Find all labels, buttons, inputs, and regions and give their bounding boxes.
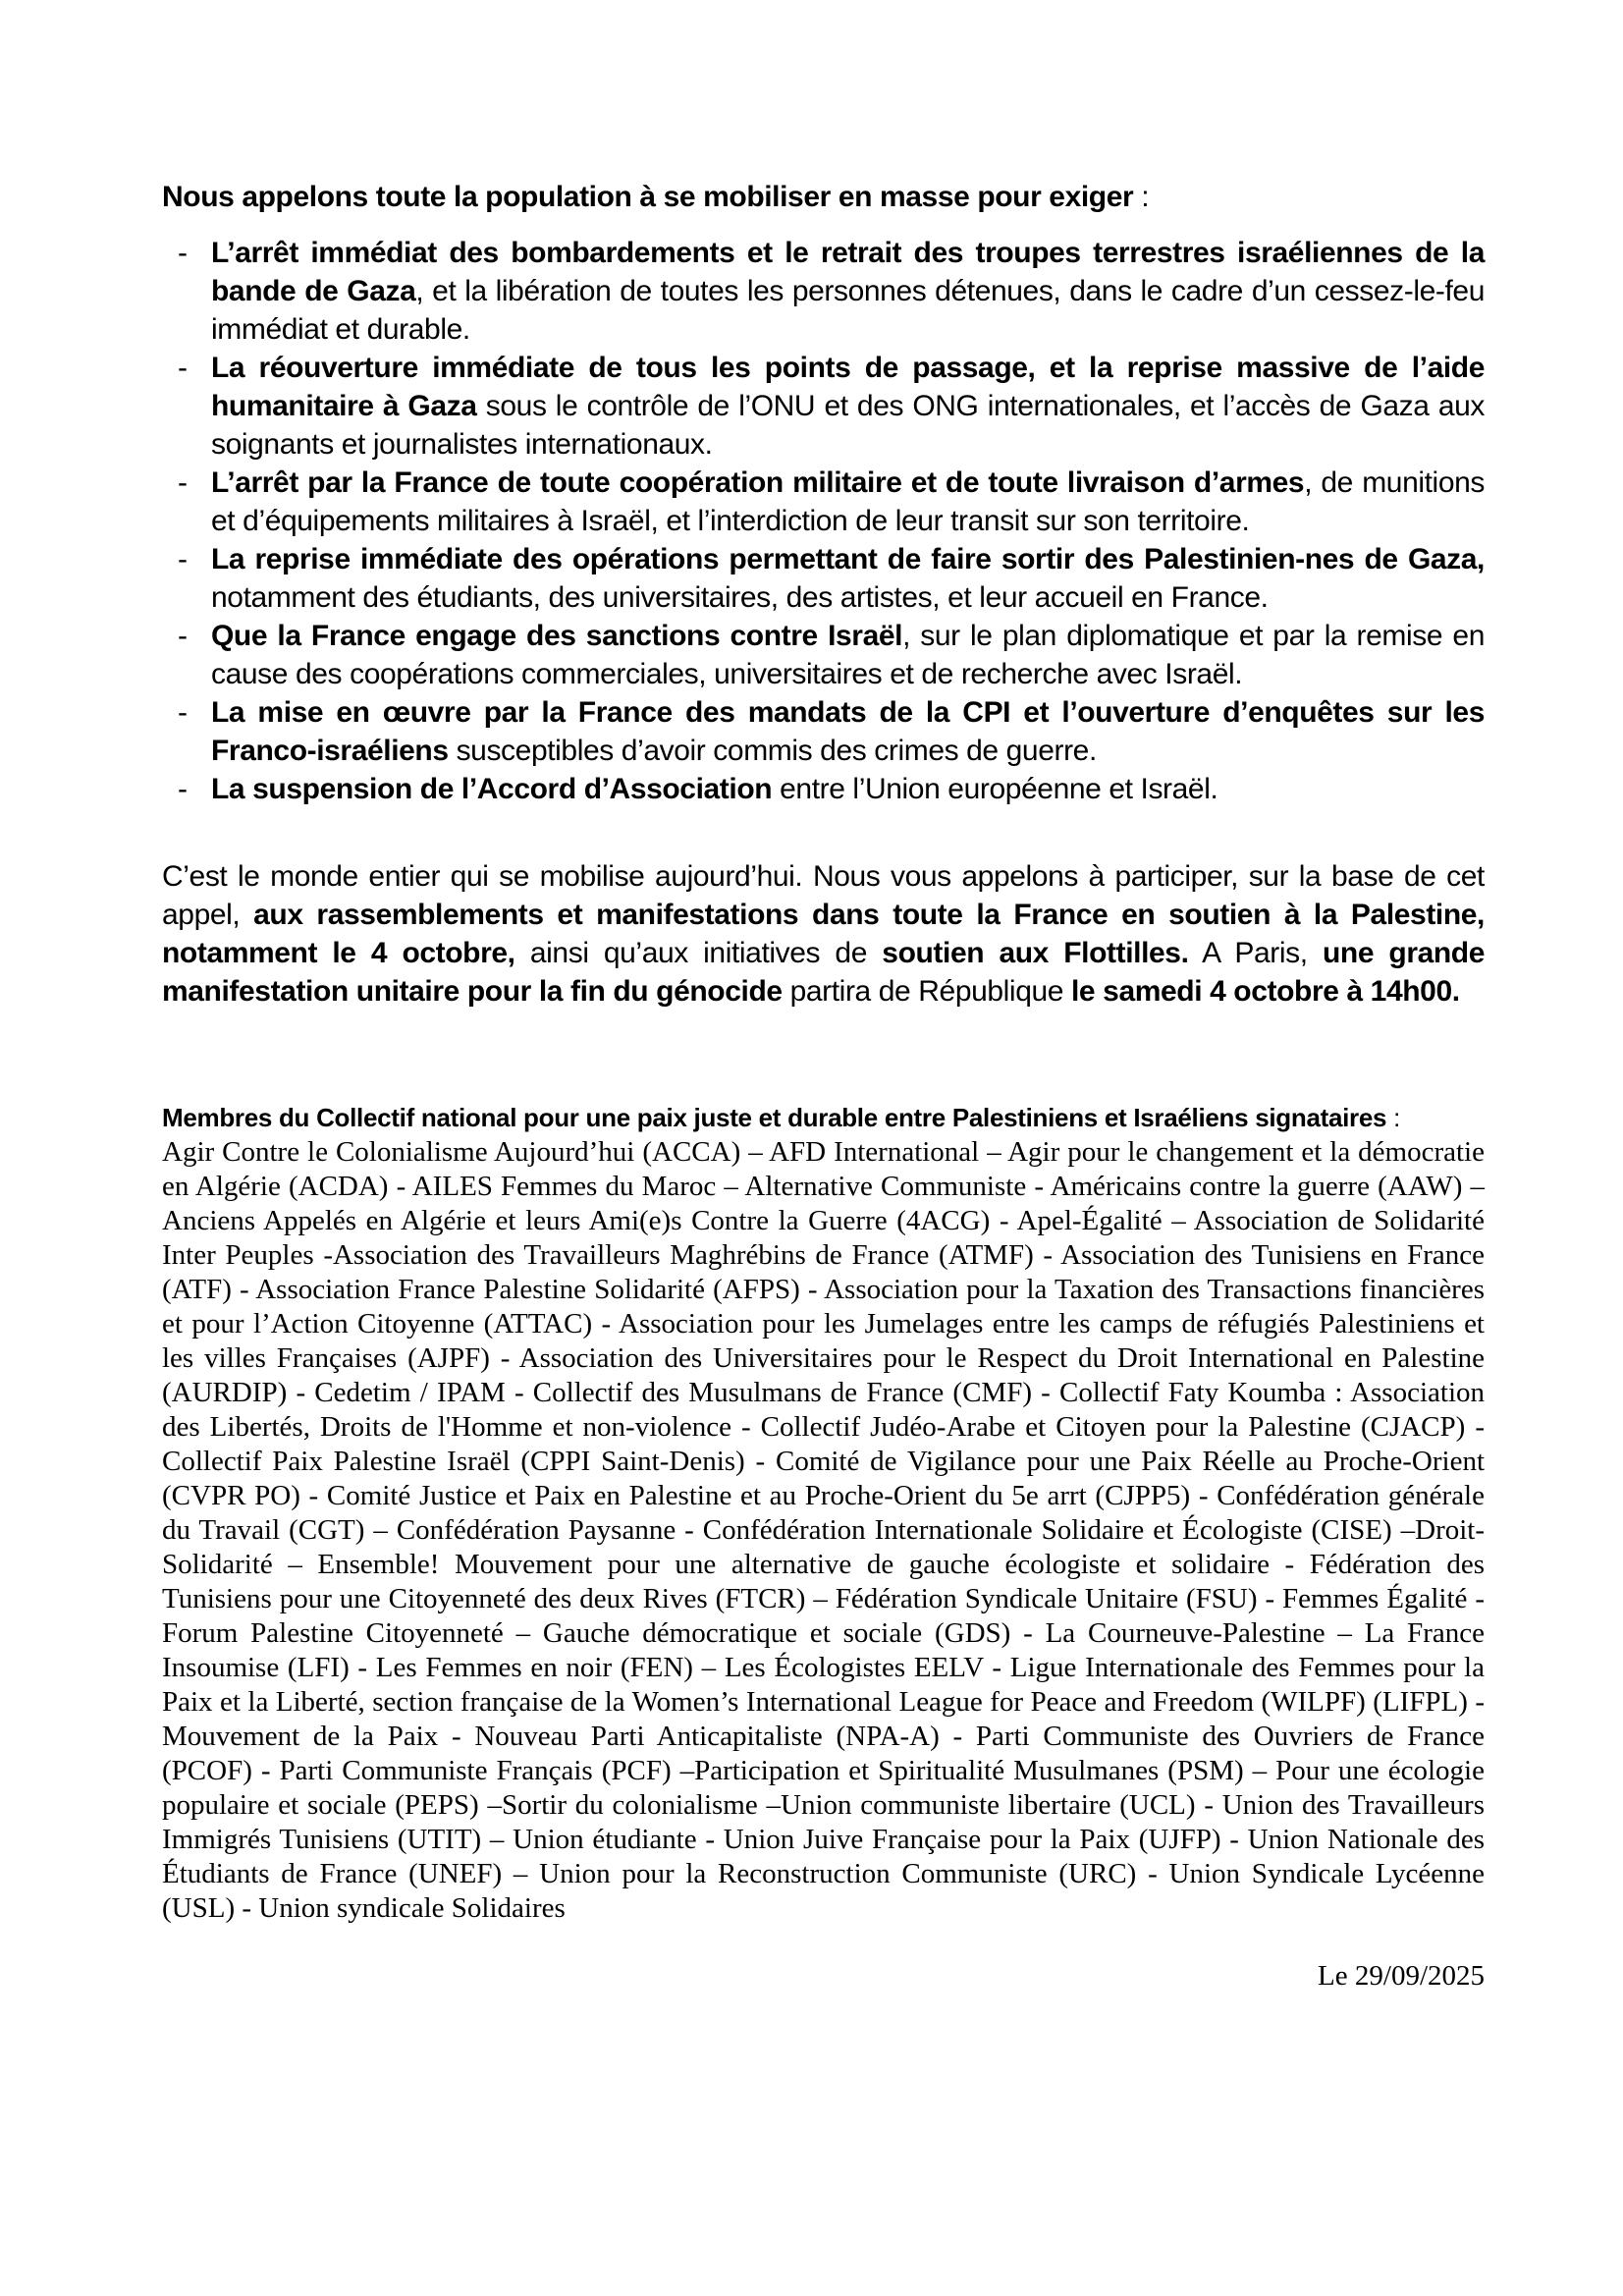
text-segment: La reprise immédiate des opérations permettant de faire sortir des Palestinien-nes de Gaza, (211, 543, 1485, 575)
text-segment: le samedi 4 octobre à 14h00. (1071, 975, 1460, 1008)
text-segment: notamment des étudiants, des universitaires, des artistes, et leur accueil en France. (211, 581, 1269, 614)
demand-item (162, 234, 1485, 349)
intro-heading (162, 178, 1485, 216)
text-segment: , sur le plan diplomatique et par la remise en cause des coopérations commerciales, universitaires et de recherche avec Israël. (211, 620, 1486, 690)
text-segment: aux rassemblements et manifestations dans toute la France en soutien à la Palestine, notamment le 4 octobre, (162, 899, 1485, 969)
text-segment: entre l’Union européenne et Israël. (772, 773, 1218, 805)
demand-dash-marker: - (178, 543, 188, 575)
text-segment: La mise en œuvre par la France des mandats de la CPI et l’ouverture d’enquêtes sur les Franco-israéliens (211, 696, 1485, 767)
text-segment: , de munitions et d’équipements militaires à Israël, et l’interdiction de leur transit sur son territoire. (211, 466, 1485, 537)
text-segment: sous le contrôle de l’ONU et des ONG internationales, et l’accès de Gaza aux soignants et journalistes internationaux. (211, 390, 1485, 461)
demand-dash-marker: - (178, 237, 188, 269)
demand-text (211, 352, 1485, 461)
demand-item (162, 540, 1485, 617)
signatories-paragraph: Agir Contre le Colonialisme Aujourd’hui (ACCA) – AFD International – Agir pour le changement et la démocratie en Algérie (ACDA) - AILES Femmes du Maroc – Alternative Communiste - Américains contre la guerre (AAW) – Anciens Appelés en Algérie et leurs Ami(e)s Contre la Guerre (4ACG) - Apel-Égalité – Association de Solidarité Inter Peuples -Association des Travailleurs Maghrébins de France (ATMF) - Association des Tunisiens en France (ATF) - Association France Palestine Solidarité (AFPS) - Association pour la Taxation des Transactions financières et pour l’Action Citoyenne (ATTAC) - Association pour les Jumelages entre les camps de réfugiés Palestiniens et les villes Françaises (AJPF) - Association des Universitaires pour le Respect du Droit International en Palestine (AURDIP) - Cedetim / IPAM - Collectif des Musulmans de France (CMF) - Collectif Faty Koumba : Association des Libertés, Droits de l'Homme et non-violence - Collectif Judéo-Arabe et Citoyen pour la Palestine (CJACP) - Collectif Paix Palestine Israël (CPPI Saint-Denis) - Comité de Vigilance pour une Paix Réelle au Proche-Orient (CVPR PO) - Comité Justice et Paix en Palestine et au Proche-Orient du 5e arrt (CJPP5) - Confédération générale du Travail (CGT) – Confédération Paysanne - Confédération Internationale Solidaire et Écologiste (CISE) –Droit-Solidarité – Ensemble! Mouvement pour une alternative de gauche écologiste et solidaire - Fédération des Tunisiens pour une Citoyenneté des deux Rives (FTCR) – Fédération Syndicale Unitaire (FSU) - Femmes Égalité - Forum Palestine Citoyenneté – Gauche démocratique et sociale (GDS) - La Courneuve-Palestine – La France Insoumise (LFI) - Les Femmes en noir (FEN) – Les Écologistes EELV - Ligue Internationale des Femmes pour la Paix et la Liberté, section française de la Women’s International League for Peace and Freedom (WILPF) (LIFPL) - Mouvement de la Paix - Nouveau Parti Anticapitaliste (NPA-A) - Parti Communiste des Ouvriers de France (PCOF) - Parti Communiste Français (PCF) –Participation et Spiritualité Musulmanes (PSM) – Pour une écologie populaire et sociale (PEPS) –Sortir du colonialisme –Union communiste libertaire (UCL) - Union des Travailleurs Immigrés Tunisiens (UTIT) – Union étudiante - Union Juive Française pour la Paix (UJFP) - Union Nationale des Étudiants de France (UNEF) – Union pour la Reconstruction Communiste (URC) - Union Syndicale Lycéenne (USL) - Union syndicale Solidaires (162, 1136, 1485, 1924)
demand-text (211, 696, 1485, 767)
demand-dash-marker: - (178, 773, 188, 805)
demand-item (162, 617, 1485, 693)
demand-item (162, 464, 1485, 540)
demands-list (162, 234, 1485, 808)
demand-item (162, 349, 1485, 464)
demand-dash-marker: - (178, 620, 188, 652)
document-content (162, 178, 1485, 1994)
text-segment: susceptibles d’avoir commis des crimes de guerre. (448, 735, 1097, 767)
text-segment: Nous appelons toute la population à se mobiliser en masse pour exiger (162, 181, 1134, 213)
text-segment: Membres du Collectif national pour une paix juste et durable entre Palestiniens et Israéliens signataires (162, 1103, 1387, 1132)
text-segment: : (1133, 181, 1150, 213)
text-segment: partira de République (782, 975, 1071, 1008)
demand-dash-marker: - (178, 466, 188, 499)
text-segment: A Paris, (1188, 937, 1323, 969)
demand-text (211, 773, 1217, 805)
text-segment: ainsi qu’aux initiatives de (514, 937, 883, 969)
demand-text (211, 543, 1485, 614)
date-line: Le 29/09/2025 (1318, 1960, 1485, 1992)
signatories-heading (162, 1101, 1485, 1135)
text-segment: , et la libération de toutes les personnes détenues, dans le cadre d’un cessez-le-feu immédiat et durable. (211, 275, 1485, 346)
demand-dash-marker: - (178, 352, 188, 384)
demand-text (211, 620, 1485, 690)
demand-text (211, 237, 1485, 346)
text-segment: une grande manifestation unitaire pour la fin du génocide (162, 937, 1486, 1008)
demand-dash-marker: - (178, 696, 188, 729)
text-segment: C’est le monde entier qui se mobilise aujourd’hui. Nous vous appelons à participer, sur la base de cet appel, (162, 860, 1485, 931)
demand-text (211, 466, 1485, 537)
text-segment: L’arrêt par la France de toute coopération militaire et de toute livraison d’armes (211, 466, 1305, 499)
text-segment: : (1386, 1103, 1401, 1132)
demand-item (162, 770, 1485, 808)
call-to-action-paragraph (162, 857, 1485, 1011)
demand-item (162, 693, 1485, 770)
text-segment: Que la France engage des sanctions contre Israël (211, 620, 903, 652)
text-segment: La suspension de l’Accord d’Association (211, 773, 773, 805)
text-segment: L’arrêt immédiat des bombardements et le retrait des troupes terrestres israéliennes de la bande de Gaza (211, 237, 1485, 307)
text-segment: soutien aux Flottilles. (882, 937, 1189, 969)
text-segment: La réouverture immédiate de tous les points de passage, et la reprise massive de l’aide humanitaire à Gaza (211, 352, 1485, 422)
